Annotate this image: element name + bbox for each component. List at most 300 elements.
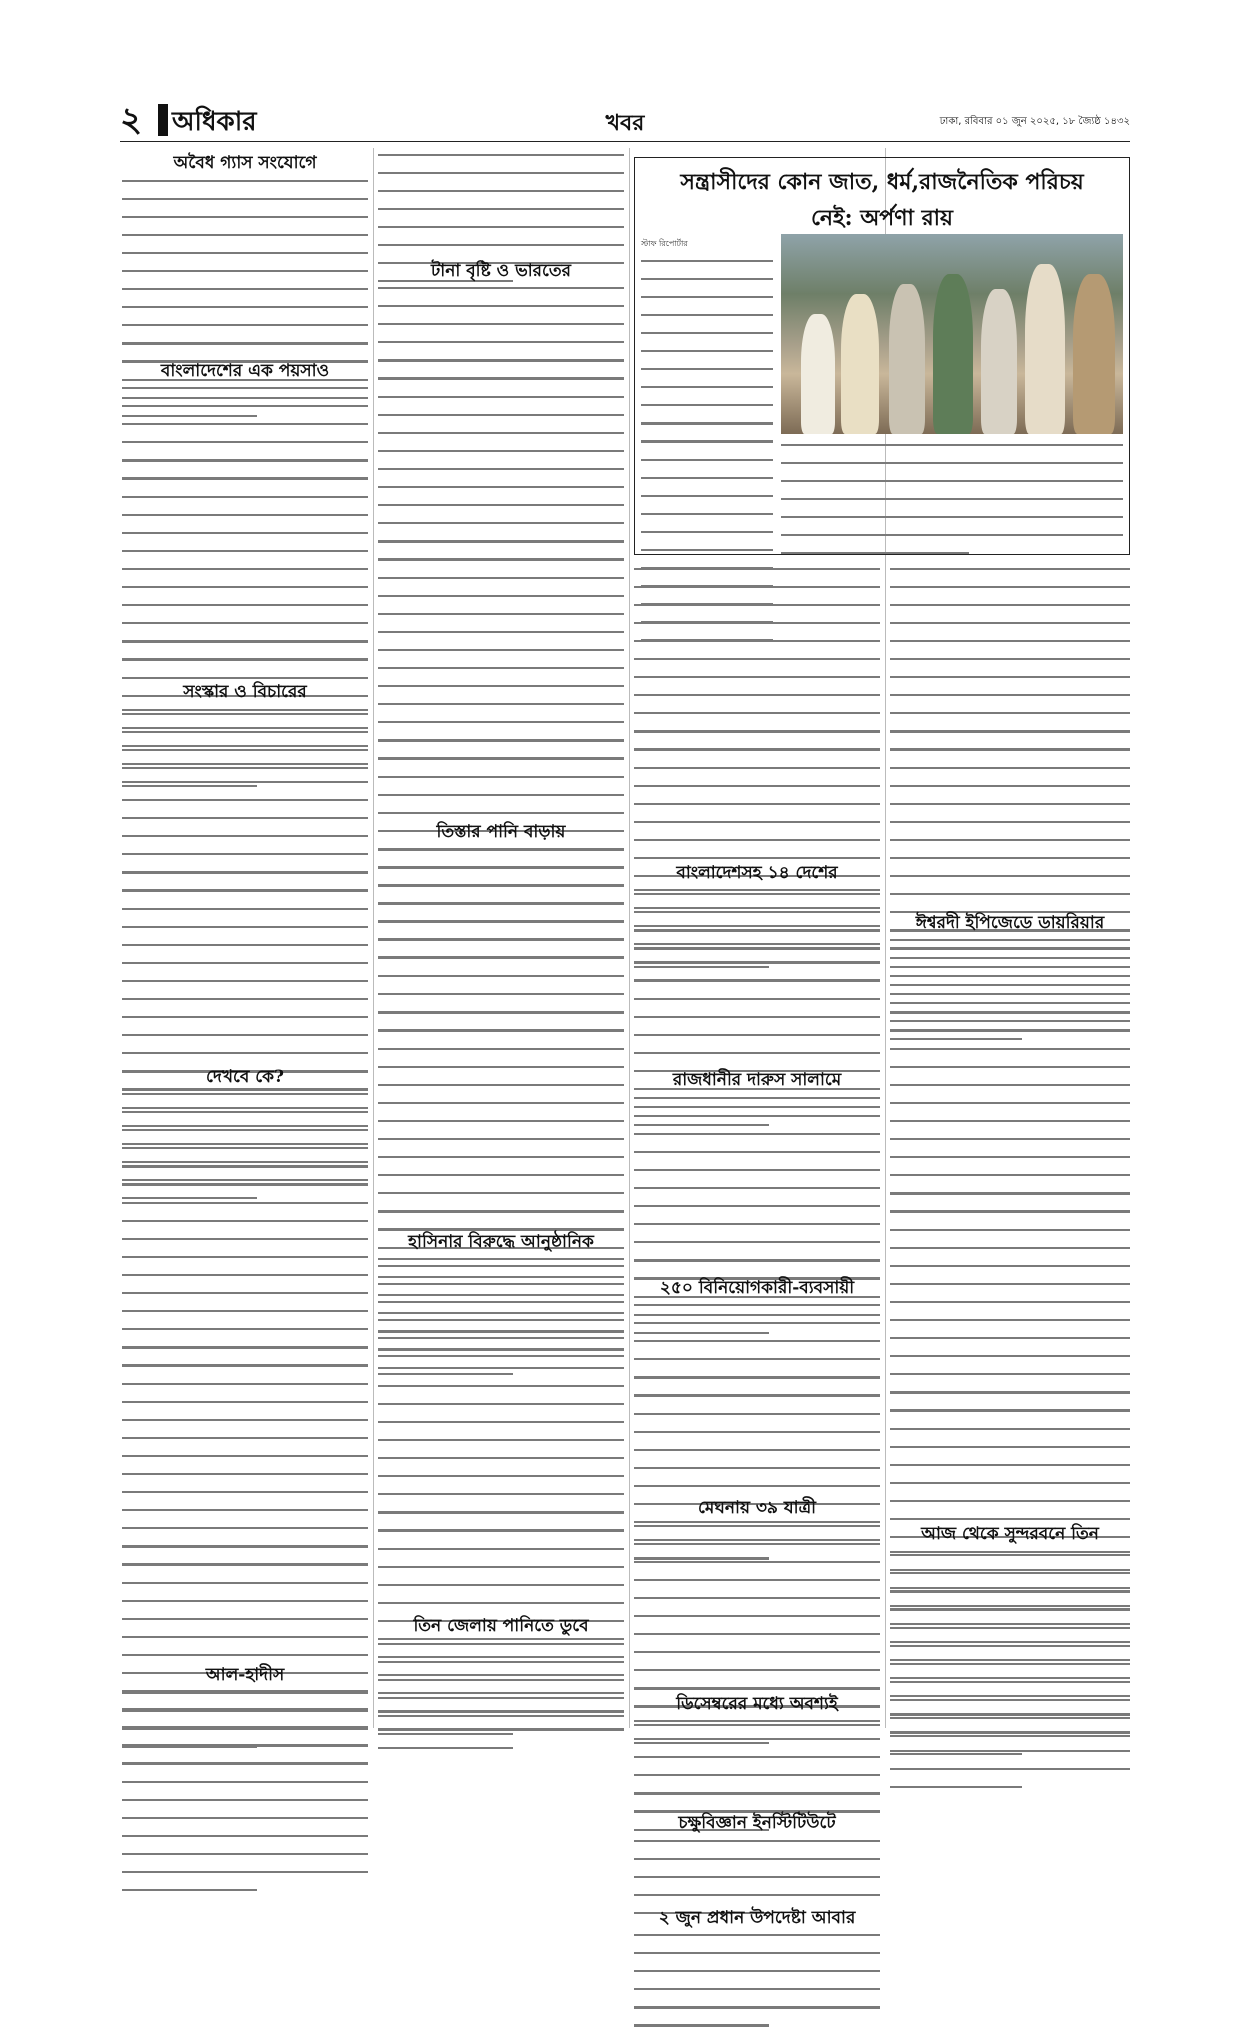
text-line: [378, 305, 624, 318]
text-line: [122, 550, 368, 563]
headline: বাংলাদেশসহ ১৪ দেশের: [676, 862, 838, 883]
text-line: [378, 1566, 624, 1579]
text-line: [378, 1643, 624, 1656]
text-line: [378, 1529, 624, 1542]
article-body: [122, 1692, 368, 1742]
text-line: [890, 1355, 1130, 1368]
text-line: [378, 867, 624, 880]
text-line: [634, 730, 880, 743]
text-line: [890, 1659, 1130, 1672]
text-line: [634, 1561, 880, 1574]
text-line: [781, 534, 1123, 547]
text-line: [890, 939, 1130, 952]
text-line: [890, 767, 1130, 780]
text-line: [122, 745, 368, 758]
text-line: [122, 342, 368, 355]
text-line: [634, 1543, 880, 1556]
text-line: [641, 314, 773, 327]
text-line: [890, 1695, 1130, 1708]
text-line: [378, 1679, 624, 1692]
text-line: [890, 1713, 1130, 1726]
lead-headline-line: নেই: অর্পণা রায়: [810, 205, 954, 231]
text-line: [378, 208, 624, 221]
text-line: [634, 2006, 880, 2019]
text-line: [890, 1138, 1130, 1151]
text-line: [122, 423, 368, 436]
text-line: [641, 495, 773, 508]
article-body: [378, 1258, 624, 1611]
text-line: [634, 1615, 880, 1628]
text-line: [634, 1133, 880, 1146]
text-line: [378, 1385, 624, 1398]
text-line: [122, 709, 368, 722]
text-line: [122, 1491, 368, 1504]
text-line: [634, 604, 880, 617]
text-line: [890, 1102, 1130, 1115]
text-line: [634, 1467, 880, 1480]
text-line: [122, 1889, 257, 1902]
text-line: [890, 1605, 1130, 1618]
text-line: [378, 939, 624, 952]
text-line: [378, 1511, 624, 1524]
text-line: [634, 839, 880, 852]
text-line: [122, 1781, 368, 1794]
text-line: [122, 1618, 368, 1631]
text-line: [122, 324, 368, 337]
text-line: [781, 480, 1123, 493]
text-line: [634, 1792, 880, 1805]
text-line: [634, 1669, 880, 1682]
text-line: [890, 1587, 1130, 1600]
text-line: [634, 1358, 880, 1371]
headline: টানা বৃষ্টি ও ভারতের: [431, 260, 571, 281]
text-line: [378, 432, 624, 445]
text-line: [122, 1728, 368, 1741]
text-line: [122, 926, 368, 939]
article-body: [378, 154, 624, 256]
byline: স্টাফ রিপোর্টার: [641, 239, 688, 248]
text-line: [890, 1768, 1130, 1781]
text-line: [890, 1428, 1130, 1441]
text-line: [378, 244, 624, 257]
text-line: [122, 1364, 368, 1377]
text-line: [634, 803, 880, 816]
text-line: [634, 1633, 880, 1646]
text-line: [378, 595, 624, 608]
text-line: [122, 1636, 368, 1649]
text-line: [378, 1733, 513, 1746]
text-line: [634, 979, 880, 992]
headline: সংস্কার ও বিচারের: [183, 682, 307, 702]
text-line: [378, 703, 624, 716]
text-line: [634, 622, 880, 635]
headline: তিন জেলায় পানিতে ডুবে: [413, 1616, 589, 1636]
text-line: [122, 1853, 368, 1866]
text-line: [378, 776, 624, 789]
headline: মেঘনায় ৩৯ যাত্রী: [698, 1498, 816, 1518]
text-line: [890, 1048, 1130, 1061]
text-line: [890, 1301, 1130, 1314]
text-line: [122, 1256, 368, 1269]
text-line: [634, 1840, 880, 1853]
text-line: [634, 1016, 880, 1029]
text-line: [634, 748, 880, 761]
text-line: [634, 1034, 880, 1047]
headline: অবৈধ গ্যাস সংযোগে: [173, 153, 317, 173]
text-line: [378, 396, 624, 409]
text-line: [641, 296, 773, 309]
text-line: [122, 1111, 368, 1124]
text-line: [378, 522, 624, 535]
text-line: [122, 1401, 368, 1414]
text-line: [122, 980, 368, 993]
text-line: [890, 1569, 1130, 1582]
text-line: [122, 1220, 368, 1233]
text-line: [634, 889, 880, 902]
text-line: [122, 405, 368, 418]
text-line: [634, 658, 880, 671]
text-line: [634, 1651, 880, 1664]
text-line: [122, 532, 368, 545]
text-line: [122, 1799, 368, 1812]
text-line: [122, 658, 368, 671]
text-line: [890, 604, 1130, 617]
text-line: [122, 1746, 257, 1759]
text-line: [634, 1223, 880, 1236]
text-line: [122, 1871, 368, 1884]
text-line: [890, 1084, 1130, 1097]
text-line: [378, 993, 624, 1006]
article-body: [122, 1093, 368, 1660]
headline: ডিসেম্বরের মধ্যে অবশ্যই: [676, 1693, 838, 1714]
text-line: [890, 957, 1130, 970]
text-line: [634, 785, 880, 798]
text-line: [890, 875, 1130, 888]
text-line: [122, 727, 368, 740]
text-line: [378, 1439, 624, 1452]
text-line: [890, 712, 1130, 725]
svg-text:অধিকার: অধিকার: [172, 107, 257, 137]
text-line: [122, 1473, 368, 1486]
text-line: [890, 1731, 1130, 1744]
text-line: [122, 1527, 368, 1540]
text-line: [634, 821, 880, 834]
text-line: [378, 1421, 624, 1434]
text-line: [378, 1697, 624, 1710]
text-line: [378, 540, 624, 553]
text-line: [641, 549, 773, 562]
text-line: [122, 459, 368, 472]
text-line: [122, 1346, 368, 1359]
text-line: [122, 1383, 368, 1396]
text-line: [122, 1052, 368, 1065]
text-line: [122, 288, 368, 301]
text-line: [634, 1720, 880, 1733]
text-line: [122, 387, 368, 400]
text-line: [378, 757, 624, 770]
text-line: [378, 613, 624, 626]
text-line: [781, 498, 1123, 511]
text-line: [122, 604, 368, 617]
headline: চক্ষুবিজ্ঞান ইনস্টিটিউটে: [678, 1813, 836, 1833]
text-line: [378, 849, 624, 862]
text-line: [890, 748, 1130, 761]
text-line: [634, 1738, 880, 1751]
text-line: [890, 1464, 1130, 1477]
text-line: [122, 514, 368, 527]
text-line: [634, 1756, 880, 1769]
article-body: [890, 939, 1130, 1519]
column-2: [378, 148, 624, 1718]
text-line: [890, 1551, 1130, 1564]
text-line: [890, 1373, 1130, 1386]
text-line: [890, 785, 1130, 798]
text-line: [890, 1623, 1130, 1636]
text-line: [890, 568, 1130, 581]
text-line: [634, 1376, 880, 1389]
text-line: [378, 649, 624, 662]
text-line: [634, 907, 880, 920]
text-line: [890, 1229, 1130, 1242]
lead-story: [634, 157, 1130, 555]
text-line: [378, 721, 624, 734]
text-line: [122, 306, 368, 319]
text-line: [634, 712, 880, 725]
text-line: [641, 477, 773, 490]
text-line: [641, 440, 773, 453]
text-line: [890, 1120, 1130, 1133]
text-line: [122, 871, 368, 884]
text-line: [634, 943, 880, 956]
text-line: [122, 1129, 368, 1142]
text-line: [378, 975, 624, 988]
text-line: [781, 462, 1123, 475]
text-line: [634, 1858, 880, 1871]
article-body: [634, 1840, 880, 1903]
text-line: [122, 1762, 368, 1775]
text-line: [890, 1500, 1130, 1513]
text-line: [122, 944, 368, 957]
text-line: [378, 885, 624, 898]
text-line: [122, 1692, 368, 1705]
text-line: [122, 1202, 368, 1215]
text-line: [122, 1238, 368, 1251]
text-line: [781, 516, 1123, 529]
article-body: [122, 180, 368, 356]
text-line: [378, 341, 624, 354]
text-line: [122, 252, 368, 265]
text-line: [634, 1485, 880, 1498]
text-line: [890, 821, 1130, 834]
text-line: [378, 1258, 624, 1271]
text-line: [378, 1661, 624, 1674]
article-body: [634, 1525, 880, 1689]
column-3: [634, 562, 880, 2009]
text-line: [634, 1413, 880, 1426]
text-line: [634, 1115, 880, 1128]
text-line: [378, 921, 624, 934]
text-line: [378, 377, 624, 390]
text-line: [641, 278, 773, 291]
text-line: [890, 1156, 1130, 1169]
column-divider: [629, 148, 630, 1728]
text-line: [634, 586, 880, 599]
article-body: [634, 1097, 880, 1273]
text-line: [378, 226, 624, 239]
dateline: ঢাকা, রবিবার ০১ জুন ২০২৫, ১৮ জ্যৈষ্ঠ ১৪৩২: [939, 116, 1130, 127]
text-line: [641, 422, 773, 435]
text-line: [122, 1582, 368, 1595]
text-line: [378, 1174, 624, 1187]
text-line: [378, 1120, 624, 1133]
headline: তিস্তার পানি বাড়ায়: [436, 822, 566, 842]
text-line: [634, 1259, 880, 1272]
text-line: [890, 694, 1130, 707]
text-line: [122, 817, 368, 830]
text-line: [122, 568, 368, 581]
text-line: [634, 1187, 880, 1200]
text-line: [122, 1147, 368, 1160]
text-line: [378, 1403, 624, 1416]
photo-caption: [781, 438, 1123, 528]
text-line: [890, 803, 1130, 816]
text-line: [641, 404, 773, 417]
text-line: [378, 172, 624, 185]
headline: ঈশ্বরদী ইপিজেডে ডায়রিয়ার: [915, 912, 1105, 933]
text-line: [641, 260, 773, 273]
text-line: [378, 1066, 624, 1079]
text-line: [641, 350, 773, 363]
text-line: [378, 1156, 624, 1169]
text-line: [122, 270, 368, 283]
text-line: [378, 359, 624, 372]
text-line: [634, 1151, 880, 1164]
text-line: [890, 1641, 1130, 1654]
article-body: [122, 709, 368, 1062]
text-line: [378, 1367, 624, 1380]
article-body: [890, 568, 1130, 908]
text-line: [122, 781, 368, 794]
text-line: [634, 1097, 880, 1110]
text-line: [890, 1192, 1130, 1205]
text-line: [890, 1482, 1130, 1495]
article-body: [122, 387, 368, 677]
text-line: [378, 1548, 624, 1561]
text-line: [122, 1509, 368, 1522]
text-line: [378, 287, 624, 300]
text-line: [634, 998, 880, 1011]
article-body: [378, 1643, 624, 1718]
text-line: [378, 1276, 624, 1289]
text-line: [378, 558, 624, 571]
text-line: [378, 1715, 624, 1728]
headline: দেখবে কে?: [206, 1066, 284, 1087]
text-line: [378, 450, 624, 463]
text-line: [890, 1750, 1130, 1763]
text-line: [890, 993, 1130, 1006]
text-line: [890, 1337, 1130, 1350]
text-line: [378, 486, 624, 499]
text-line: [634, 1579, 880, 1592]
text-line: [378, 1084, 624, 1097]
text-line: [122, 763, 368, 776]
text-line: [641, 459, 773, 472]
text-line: [122, 1419, 368, 1432]
text-line: [122, 1165, 368, 1178]
text-line: [122, 1274, 368, 1287]
text-line: [378, 1029, 624, 1042]
lead-headline: [635, 164, 1129, 236]
text-line: [378, 190, 624, 203]
text-line: [378, 1493, 624, 1506]
text-line: [890, 1391, 1130, 1404]
text-line: [378, 1457, 624, 1470]
text-line: [122, 1034, 368, 1047]
text-line: [122, 1455, 368, 1468]
text-line: [890, 857, 1130, 870]
text-line: [890, 975, 1130, 988]
text-line: [890, 730, 1130, 743]
text-line: [890, 839, 1130, 852]
text-line: [634, 1525, 880, 1538]
text-line: [890, 640, 1130, 653]
text-line: [890, 1210, 1130, 1223]
text-line: [890, 1446, 1130, 1459]
text-line: [890, 1029, 1130, 1042]
text-line: [122, 496, 368, 509]
text-line: [890, 1786, 1022, 1799]
text-line: [378, 1294, 624, 1307]
text-line: [122, 1437, 368, 1450]
text-line: [122, 477, 368, 490]
text-line: [122, 998, 368, 1011]
text-line: [634, 2024, 769, 2037]
article-body: [634, 1720, 880, 1808]
article-body: [890, 1551, 1130, 1727]
article-body: [378, 849, 624, 1227]
article-body: [634, 1304, 880, 1493]
article-body: [634, 568, 880, 858]
text-line: [641, 332, 773, 345]
text-line: [122, 1710, 368, 1723]
text-line: [122, 1016, 368, 1029]
text-line: [378, 1210, 624, 1223]
text-line: [122, 1310, 368, 1323]
text-line: [634, 961, 880, 974]
text-line: [378, 1475, 624, 1488]
text-line: [378, 957, 624, 970]
text-line: [890, 1409, 1130, 1422]
headline: হাসিনার বিরুদ্ধে আনুষ্ঠানিক: [408, 1231, 594, 1252]
text-line: [378, 1602, 624, 1615]
lead-headline-line: সন্ত্রাসীদের কোন জাত, ধর্ম,রাজনৈতিক পরিচয়: [680, 169, 1084, 195]
text-line: [122, 1183, 368, 1196]
text-line: [641, 531, 773, 544]
text-line: [122, 799, 368, 812]
text-line: [378, 794, 624, 807]
text-line: [122, 234, 368, 247]
text-line: [378, 1011, 624, 1024]
text-line: [378, 323, 624, 336]
headline: আল-হাদীস: [205, 1665, 285, 1685]
text-line: [890, 676, 1130, 689]
text-line: [378, 903, 624, 916]
text-line: [378, 154, 624, 167]
text-line: [634, 1205, 880, 1218]
column-divider: [373, 148, 374, 1728]
text-line: [122, 908, 368, 921]
text-line: [378, 1138, 624, 1151]
